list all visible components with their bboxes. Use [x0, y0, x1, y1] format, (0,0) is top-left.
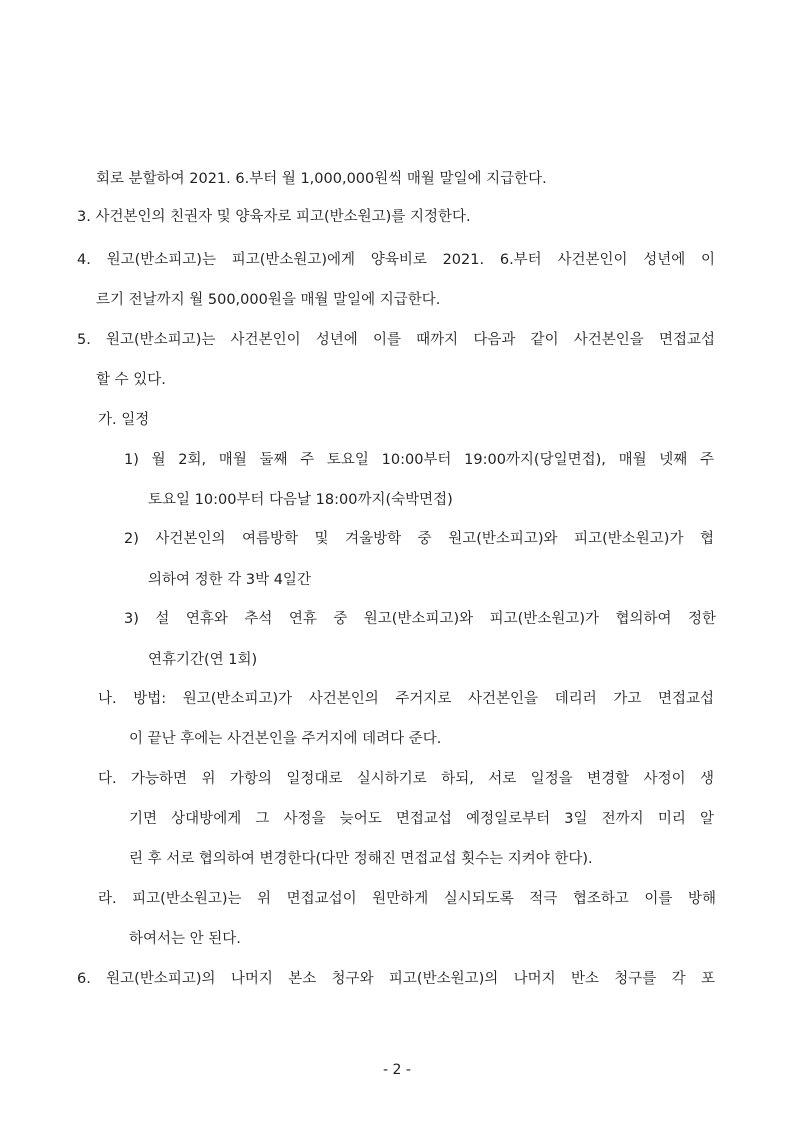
text-line: 나. 방법: 원고(반소피고)가 사건본인의 주거지로 사건본인을 데리러 가고 면접교섭 [98, 691, 714, 707]
text-line: 하여서는 안 된다. [129, 931, 241, 947]
text-line: 2) 사건본인의 여름방학 및 겨울방학 중 원고(반소피고)와 피고(반소원고)가 협 [124, 531, 714, 547]
text-line: 연휴기간(연 1회) [148, 652, 258, 668]
text-line: 기면 상대방에게 그 사정을 늦어도 면접교섭 예정일로부터 3일 전까지 미리 알 [129, 811, 714, 827]
text-line: 르기 전날까지 월 500,000원을 매월 말일에 지급한다. [96, 292, 441, 308]
text-line: 토요일 10:00부터 다음날 18:00까지(숙박면접) [148, 492, 453, 508]
text-line: 의하여 정한 각 3박 4일간 [148, 572, 311, 588]
text-line: 3. 사건본인의 친권자 및 양육자로 피고(반소원고)를 지정한다. [77, 209, 471, 225]
text-line: 1) 월 2회, 매월 둘째 주 토요일 10:00부터 19:00까지(당일면접), 매월 넷째 주 [124, 452, 714, 468]
text-line: 다. 가능하면 위 가항의 일정대로 실시하기로 하되, 서로 일정을 변경할 사정이 생 [98, 771, 714, 787]
page-number: - 2 - [383, 1062, 411, 1078]
text-line: 가. 일정 [98, 412, 150, 428]
text-line: 할 수 있다. [96, 372, 166, 388]
text-line: 라. 피고(반소원고)는 위 면접교섭이 원만하게 실시되도록 적극 협조하고 이를 방해 [98, 891, 716, 907]
text-line: 3) 설 연휴와 추석 연휴 중 원고(반소피고)와 피고(반소원고)가 협의하여 정한 [124, 611, 716, 627]
text-line: 4. 원고(반소피고)는 피고(반소원고)에게 양육비로 2021. 6.부터 사건본인이 성년에 이 [77, 252, 715, 268]
text-line: 6. 원고(반소피고)의 나머지 본소 청구와 피고(반소원고)의 나머지 반소 청구를 각 포 [77, 971, 715, 987]
text-line: 회로 분할하여 2021. 6.부터 월 1,000,000원씩 매월 말일에 지급한다. [96, 171, 547, 187]
text-line: 5. 원고(반소피고)는 사건본인이 성년에 이를 때까지 다음과 같이 사건본인을 면접교섭 [77, 332, 715, 348]
text-line: 린 후 서로 협의하여 변경한다(다만 정해진 면접교섭 횟수는 지켜야 한다). [129, 851, 593, 867]
text-line: 이 끝난 후에는 사건본인을 주거지에 데려다 준다. [129, 731, 442, 747]
